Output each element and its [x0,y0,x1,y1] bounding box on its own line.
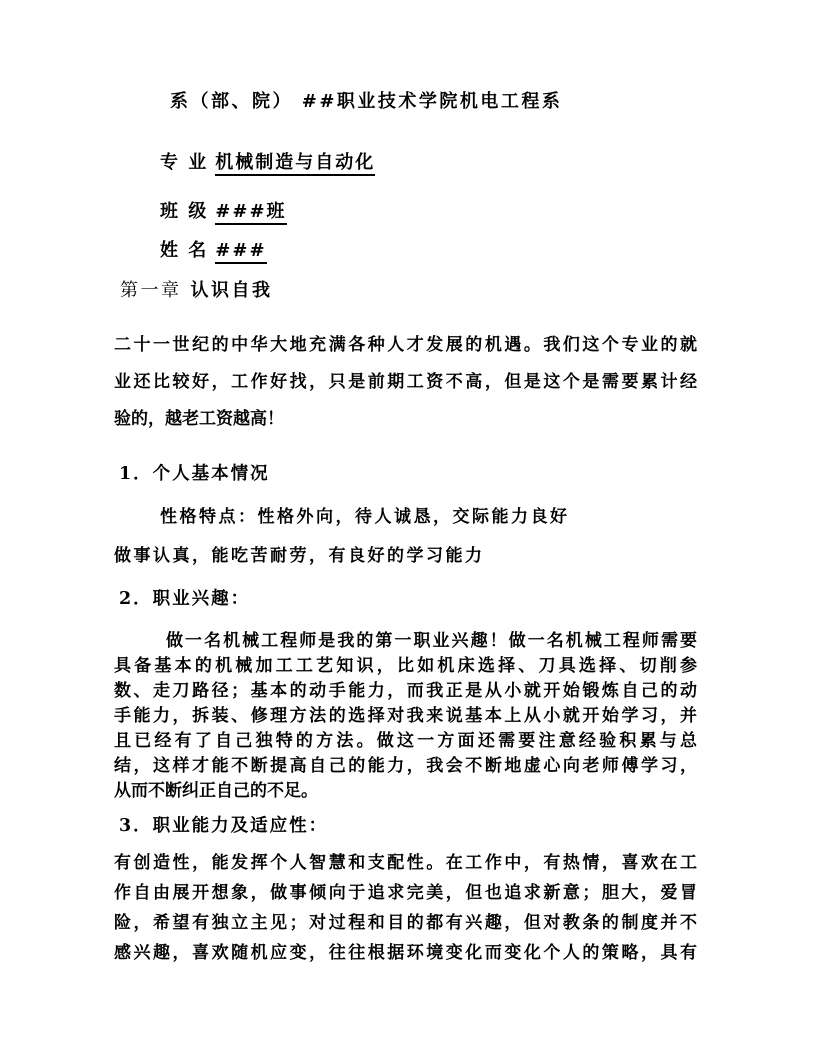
text-line: 验的，越老工资越高！ [114,409,284,429]
chapter-title: 认识自我 [190,280,273,301]
department-line: 系（部、院） ##职业技术学院机电工程系 [170,91,563,112]
field-class [114,201,697,223]
section-heading-career-interest: 2．职业兴趣： [119,589,251,609]
intro-paragraph [114,327,697,438]
text-line: 二十一世纪的中华大地充满各种人才发展的机遇。我们这个专业的就 [114,335,697,355]
section-heading-career-ability: 3．职业能力及适应性： [119,816,329,836]
chapter-heading [114,281,697,302]
text-line: 具备基本的机械加工工艺知识，比如机床选择、刀具选择、切削参 [114,656,697,676]
text-line: 有创造性，能发挥个人智慧和支配性。在工作中，有热情，喜欢在工 [114,853,697,873]
text-line: 作自由展开想象，做事倾向于追求完美，但也追求新意；胆大，爱冒 [114,883,697,903]
chapter-number: 第一章 [120,280,182,301]
text-line: 做一名机械工程师是我的第一职业兴趣！做一名机械工程师需要 [166,631,697,651]
text-line: 从而不断纠正自己的不足。 [114,781,318,801]
name-value-underlined: ### [215,240,266,264]
major-label: 专 业 [160,152,209,173]
class-value-underlined: ###班 [215,201,286,225]
career-ability-paragraph [114,848,697,968]
text-line: 且已经有了自己独特的方法。做这一方面还需要注意经验积累与总 [114,731,697,751]
name-label: 姓 名 [160,240,209,261]
field-name [114,240,697,262]
text-line: 手能力，拆装、修理方法的选择对我来说基本上从小就开始学习，并 [114,706,697,726]
text-line: 感兴趣，喜欢随机应变，往往根据环境变化而变化个人的策略，具有 [114,943,697,963]
career-interest-paragraph [114,629,697,804]
text-line: 险，希望有独立主见；对过程和目的都有兴趣，但对教条的制度并不 [114,913,697,933]
text-line: 业还比较好，工作好找，只是前期工资不高，但是这个是需要累计经 [114,372,697,392]
text-line: 数、走刀路径；基本的动手能力，而我正是从小就开始锻炼自己的动 [114,681,697,701]
class-label: 班 级 [160,201,209,222]
major-value-underlined: 机械制造与自动化 [215,152,375,176]
section-heading-basic-info: 1．个人基本情况 [119,464,270,484]
work-attitude-line: 做事认真，能吃苦耐劳，有良好的学习能力 [114,546,485,566]
text-line: 结，这样才能不断提高自己的能力，我会不断地虚心向老师傅学习， [114,756,697,776]
field-major [114,152,697,174]
personality-traits-line: 性格特点：性格外向，待人诚恳，交际能力良好 [160,507,570,527]
